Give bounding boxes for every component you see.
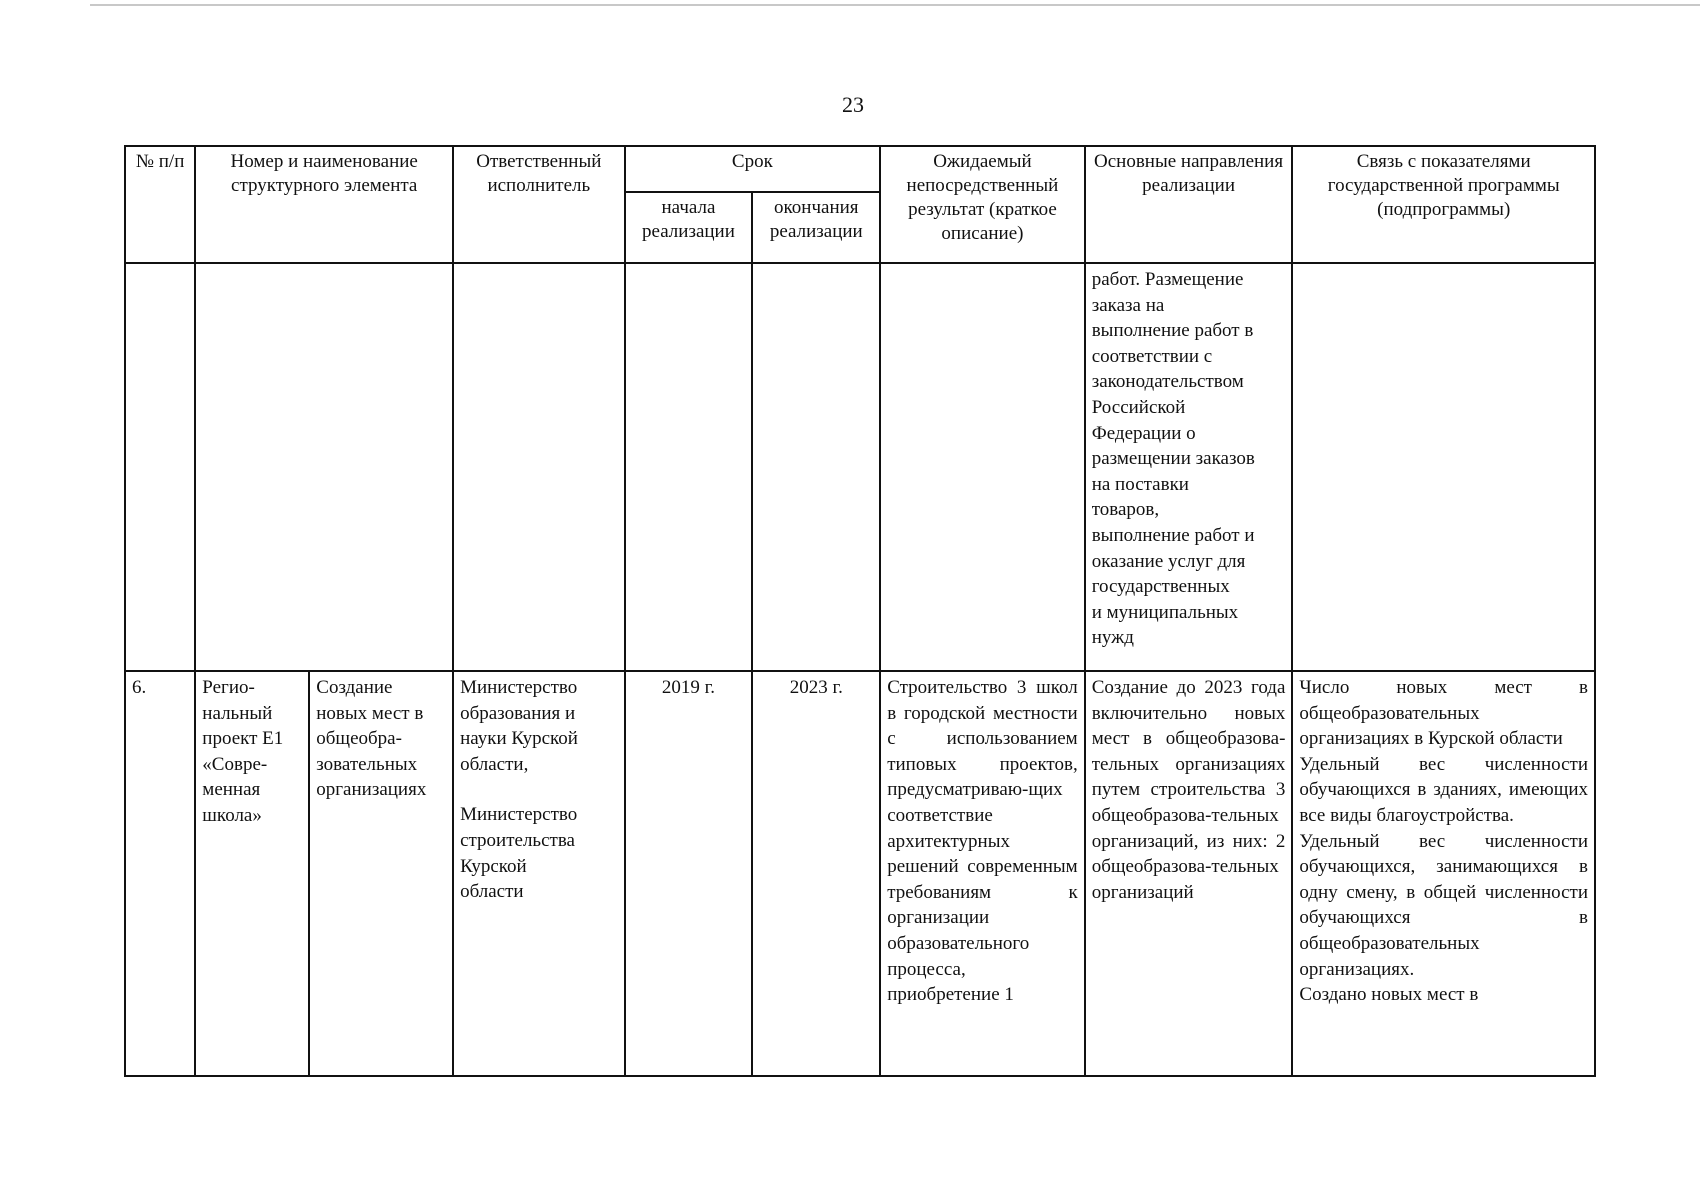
header-row [125, 146, 1595, 192]
cell-start: 2019 г. [625, 671, 753, 1076]
cell-directions-continued: работ. Размещение заказа на выполнение работ в соответствии с законодательством Российской Федерации о размещении заказов на поставки товаров, выполнение работ и оказание услуг для государственных и муниципальных нужд [1085, 263, 1293, 671]
program-table [124, 145, 1596, 1077]
header-term: Срок [625, 146, 881, 192]
cell-empty [880, 263, 1085, 671]
table-row-6 [125, 671, 1595, 1076]
cell-project-name: Создание новых мест в общеобра- зовательных организациях [309, 671, 453, 1076]
page-number: 23 [842, 92, 864, 117]
cell-project: Регио- нальный проект Е1 «Совре- менная школа» [195, 671, 309, 1076]
header-result: Ожидаемый непосредственный результат (краткое описание) [880, 146, 1085, 263]
table-row-continuation [125, 263, 1595, 671]
header-link: Связь с показателями государственной программы (подпрограммы) [1292, 146, 1595, 263]
cell-directions: Создание до 2023 года включительно новых мест в общеобразова-тельных организациях путем строительства 3 общеобразова-тельных организаций, из них: 2 общеобразова-тельных организаций [1085, 671, 1293, 1076]
top-scan-line [90, 4, 1700, 6]
cell-empty [625, 263, 753, 671]
cell-empty [453, 263, 624, 671]
header-term-end: окончания реализации [752, 192, 880, 263]
header-directions: Основные направления реализации [1085, 146, 1293, 263]
cell-end: 2023 г. [752, 671, 880, 1076]
header-num: № п/п [125, 146, 195, 263]
cell-result: Строительство 3 школ в городской местности с использованием типовых проектов, предусматриваю-щих соответствие архитектурных решений современным требованиям к организации образовательного процесса, приобретение 1 [880, 671, 1085, 1076]
header-executor: Ответственный исполнитель [453, 146, 624, 263]
cell-empty [195, 263, 453, 671]
cell-empty [125, 263, 195, 671]
executor-2: Министерство строительства Курской области [460, 804, 578, 903]
header-term-start: начала реализации [625, 192, 753, 263]
cell-empty [1292, 263, 1595, 671]
header-element: Номер и наименование структурного элемента [195, 146, 453, 263]
executor-1: Министерство образования и науки Курской области, [460, 677, 578, 775]
cell-empty [752, 263, 880, 671]
cell-link: Число новых мест в общеобразовательных организациях в Курской области Удельный вес численности обучающихся в зданиях, имеющих все виды благоустройства. Удельный вес численности обучающихся, занимающихся в одну смену, в общей численности обучающихся в общеобразовательных организациях. Создано новых мест в [1292, 671, 1595, 1076]
cell-executor [453, 671, 624, 1076]
cell-num: 6. [125, 671, 195, 1076]
